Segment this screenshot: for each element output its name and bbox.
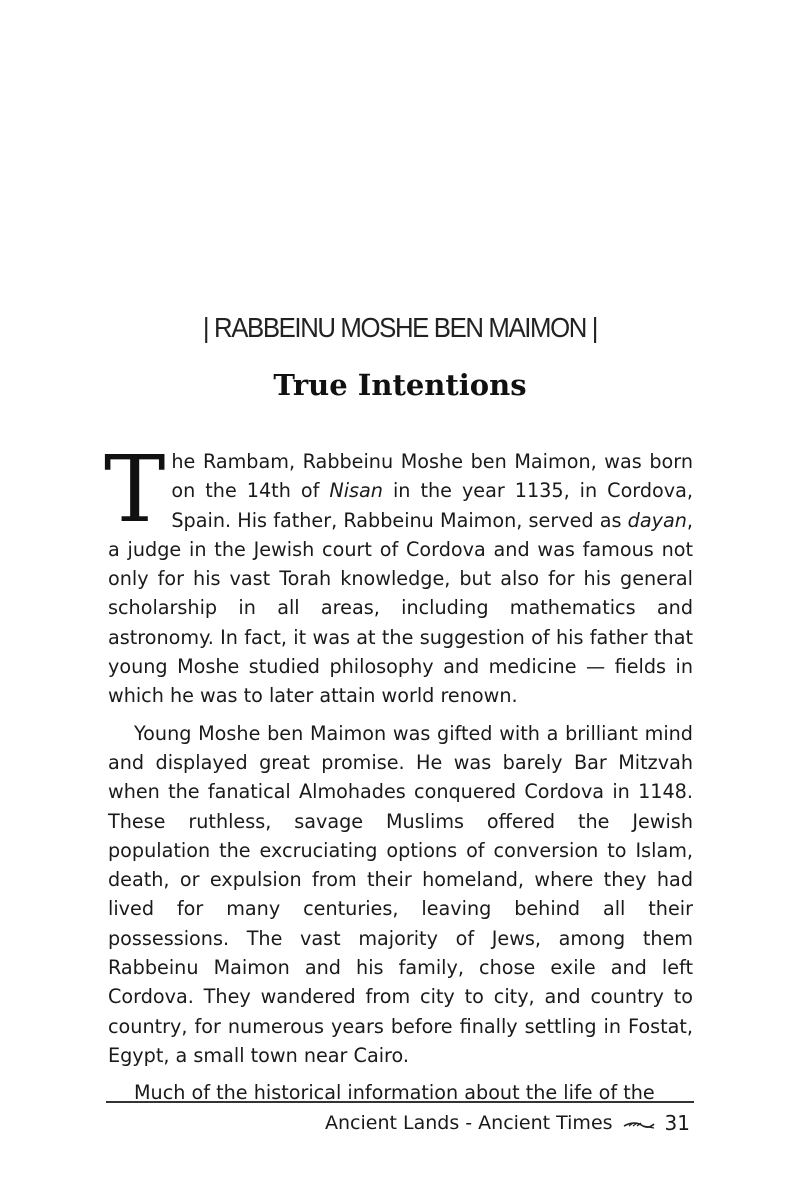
page-number: 31 [664, 1111, 690, 1135]
paragraph-1-seg-0: he Rambam, Rabbeinu Moshe ben Maimon, was born on the 14th of [171, 450, 693, 503]
paragraph-1-seg-4: , a judge in the Jewish court of Cordova and was famous not only for his vast Torah knowledge, but also for his general scholarship in all areas, including mathematics and astronomy. In fact, it was at the suggestion of his father that young Moshe studied philosophy and medicine — fields in which he was to later attain world renown. [108, 508, 693, 708]
running-title: Ancient Lands - Ancient Times [325, 1112, 613, 1134]
page-footer [325, 1111, 690, 1135]
paragraph-1-seg-2: in the year 1135, in Cordova, Spain. His father, Rabbeinu Maimon, served as [171, 479, 693, 532]
body-text [104, 436, 693, 1116]
paragraph-2: Young Moshe ben Maimon was gifted with a brilliant mind and displayed great promise. He was barely Bar Mitzvah when the fanatical Almohades conquered Cordova in 1148. These ruthless, savage Muslims offered the Jewish population the excruciating options of conversion to Islam, death, or expulsion from their homeland, where they had lived for many centuries, leaving behind all their possessions. The vast majority of Jews, among them Rabbeinu Maimon and his family, chose exile and left Cordova. They wandered from city to city, and country to country, for numerous years before finally settling in Fostat, Egypt, a small town near Cairo. [108, 721, 693, 1067]
paragraph-3: Much of the historical information about the life of the [134, 1081, 655, 1105]
chapter-label: | RABBEINU MOSHE BEN MAIMON | [202, 312, 598, 343]
paragraph-1-seg-1: Nisan [329, 479, 383, 503]
page-title: True Intentions [273, 368, 527, 402]
paragraph-1-seg-3: dayan [627, 508, 687, 532]
drop-cap: T [104, 436, 166, 543]
footer-rule [106, 1101, 694, 1103]
paragraph-1 [104, 436, 693, 711]
quill-ornament-icon [623, 1116, 655, 1130]
